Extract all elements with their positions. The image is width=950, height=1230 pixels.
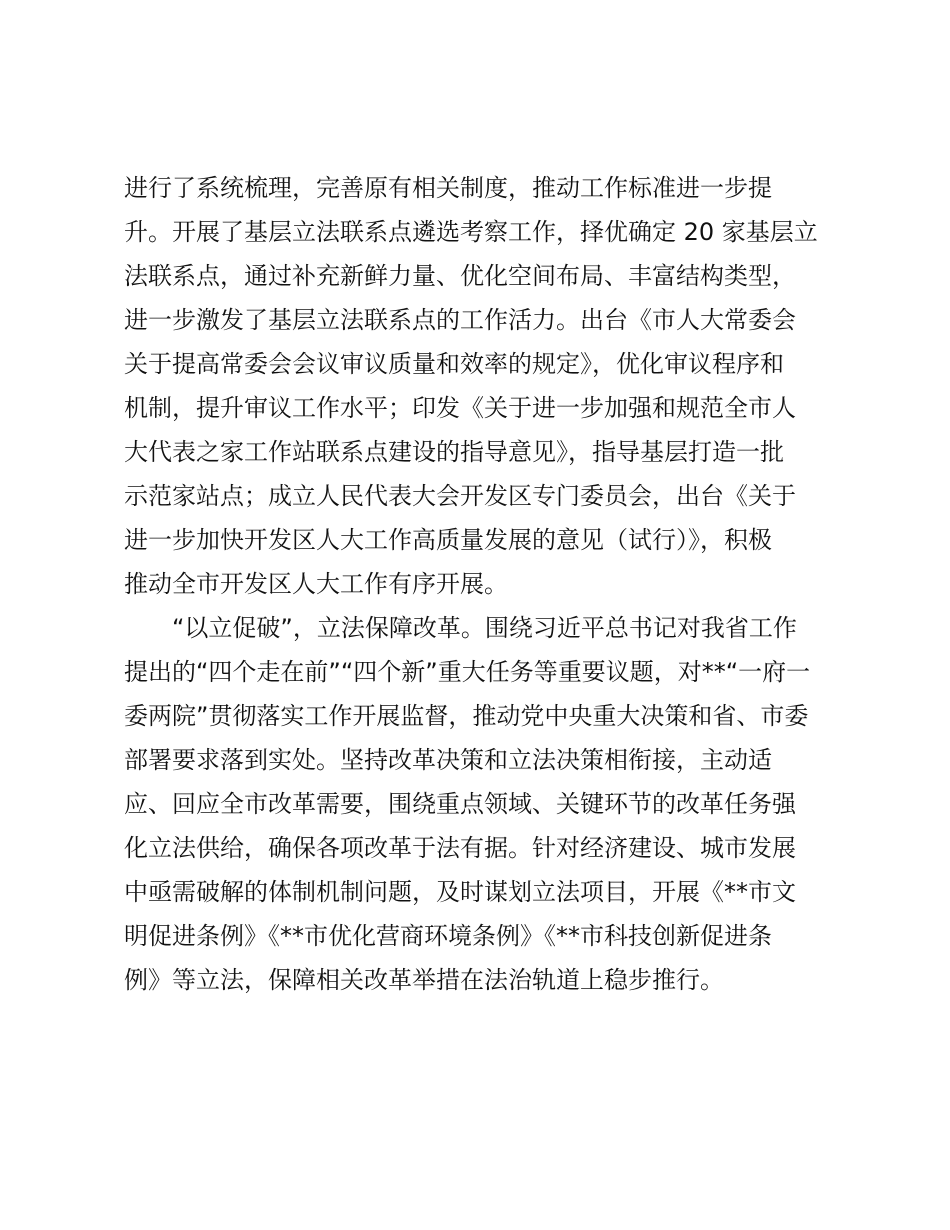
paragraph-2-line-7: 中亟需破解的体制机制问题，及时谋划立法项目，开展《**市文 (124, 878, 796, 906)
paragraph-1-line-7: 大代表之家工作站联系点建设的指导意见》，指导基层打造一批 (124, 438, 784, 466)
paragraph-2-line-5: 应、回应全市改革需要，围绕重点领域、关键环节的改革任务强 (124, 790, 796, 818)
paragraph-2-line-3: 委两院”贯彻落实工作开展监督，推动党中央重大决策和省、市委 (124, 702, 809, 730)
paragraph-1-line-5: 关于提高常委会会议审议质量和效率的规定》，优化审议程序和 (124, 350, 784, 378)
paragraph-1-line-4: 进一步激发了基层立法联系点的工作活力。出台《市人大常委会 (124, 306, 796, 334)
paragraph-2-line-2: 提出的“四个走在前”“四个新”重大任务等重要议题，对**“一府一 (124, 658, 811, 686)
paragraph-2-line-8: 明促进条例》《**市优化营商环境条例》《**市科技创新促进条 (124, 922, 772, 950)
paragraph-1-line-6: 机制，提升审议工作水平；印发《关于进一步加强和规范全市人 (124, 394, 796, 422)
paragraph-2-line-4: 部署要求落到实处。坚持改革决策和立法决策相衔接，主动适 (124, 746, 772, 774)
paragraph-1-line-8: 示范家站点；成立人民代表大会开发区专门委员会，出台《关于 (124, 482, 796, 510)
paragraph-1-line-1: 进行了系统梳理，完善原有相关制度，推动工作标准进一步提 (124, 174, 772, 202)
paragraph-1-line-2: 升。开展了基层立法联系点遴选考察工作，择优确定 20 家基层立 (124, 218, 818, 246)
paragraph-2-line-9: 例》等立法，保障相关改革举措在法治轨道上稳步推行。 (124, 966, 724, 994)
paragraph-2-line-6: 化立法供给，确保各项改革于法有据。针对经济建设、城市发展 (124, 834, 796, 862)
paragraph-2-line-1: “以立促破”，立法保障改革。围绕习近平总书记对我省工作 (172, 614, 797, 642)
paragraph-1-line-3: 法联系点，通过补充新鲜力量、优化空间布局、丰富结构类型， (124, 262, 796, 290)
paragraph-1-line-9: 进一步加快开发区人大工作高质量发展的意见（试行）》，积极 (124, 526, 772, 554)
paragraph-1-line-10: 推动全市开发区人大工作有序开展。 (124, 570, 508, 598)
